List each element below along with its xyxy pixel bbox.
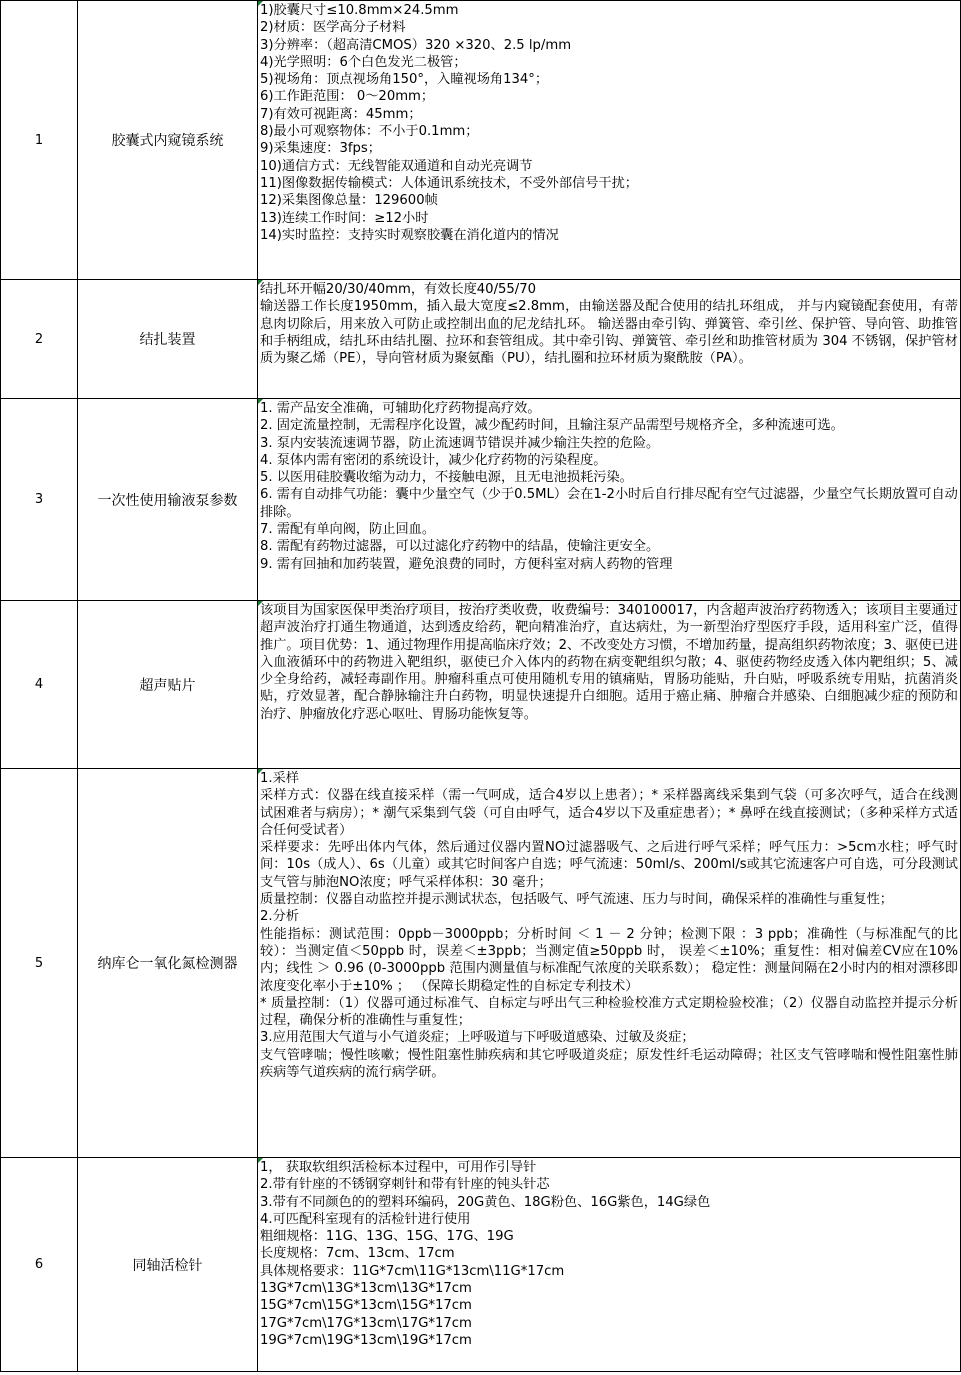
item-spec (258, 601, 961, 769)
comment-marker-icon (258, 1158, 263, 1163)
row-number: 1 (1, 1, 78, 280)
table-row (1, 399, 961, 601)
spec-line: 4.可匹配科室现有的活检针进行使用 (260, 1211, 471, 1227)
comment-marker-icon (258, 769, 263, 774)
row-number: 2 (1, 280, 78, 399)
spec-line: 7)有效可视距离：45mm； (260, 106, 422, 122)
spec-line: 13G*7cm\13G*13cm\13G*17cm (260, 1281, 472, 1297)
spec-line: 8. 需配有药物过滤器，可以过滤化疗药物中的结晶，使输注更安全。 (260, 539, 660, 555)
spec-line: 2. 固定流量控制，无需程序化设置，减少配药时间，且输注泵产品需型号规格齐全，多种流速可选。 (260, 418, 844, 434)
spec-line: 4. 泵体内需有密闭的系统设计，减少化疗药物的污染程度。 (260, 452, 607, 468)
item-name: 胶囊式内窥镜系统 (78, 1, 258, 280)
item-name: 结扎装置 (78, 280, 258, 399)
table-row (1, 601, 961, 769)
comment-marker-icon (258, 280, 263, 285)
spec-line: 1.采样 (260, 771, 299, 786)
table-row (1, 280, 961, 399)
spec-line: 结扎环开幅20/30/40mm，有效长度40/55/70 (260, 282, 537, 297)
spec-line: 具体规格要求：11G*7cm\11G*13cm\11G*17cm (260, 1263, 565, 1279)
spec-line: 4)光学照明：6个白色发光二极管； (260, 54, 467, 70)
spec-line: 采样要求：先呼出体内气体，然后通过仪器内置NO过滤器吸气、之后进行呼气采样；呼气压力：>5cm水柱；呼气时间：10s（成人）、6s（儿童）或其它时间客户自选；呼气流速：50ml/s、200ml/s或其它流速客户可自选，可分段测试支气管与肺泡NO浓度；呼气采样体积：30 毫升； (260, 840, 958, 890)
spec-line: 11)图像数据传输模式：人体通讯系统技术，不受外部信号干扰； (260, 175, 638, 191)
spec-line: 1)胶囊尺寸≤10.8mm×24.5mm (260, 3, 459, 18)
item-name: 同轴活检针 (78, 1158, 258, 1372)
spec-line: 2.分析 (260, 909, 299, 925)
spec-line: 15G*7cm\15G*13cm\15G*17cm (260, 1298, 472, 1314)
spec-line: 长度规格：7cm、13cm、17cm (260, 1246, 455, 1262)
table-row (1, 1158, 961, 1372)
table-row (1, 1, 961, 280)
spec-line: 质量控制：仪器自动监控并提示测试状态，包括吸气、呼气流速、压力与时间，确保采样的准确性与重复性； (260, 892, 893, 908)
spec-line: 14)实时监控：支持实时观察胶囊在消化道内的情况 (260, 227, 559, 243)
item-spec (258, 280, 961, 399)
table-row (1, 769, 961, 1158)
row-number: 4 (1, 601, 78, 769)
spec-line: 1， 获取软组织活检标本过程中，可用作引导针 (260, 1160, 537, 1175)
row-number: 5 (1, 769, 78, 1158)
spec-line: 3.带有不同颜色的的塑料环编码，20G黄色、18G粉色、16G紫色，14G绿色 (260, 1194, 711, 1210)
item-name: 超声贴片 (78, 601, 258, 769)
spec-line: 5. 以医用硅胶囊收缩为动力，不接触电源，且无电池损耗污染。 (260, 470, 633, 486)
spec-line: 性能指标：测试范围：0ppb－3000ppb；分析时间 ＜ 1 － 2 分钟；检测下限 ：3 ppb；准确性（与标准配气的比较）：当测定值＜50ppb 时，误差＜±3ppb；当测定值≥50ppb 时， 误差＜±10%；重复性：相对偏差CV应在10%内；线性 ＞ 0.96 (0-3000ppb 范围内测量值与标准配气浓度的关联系数）； 稳定性：测量间隔在2小时内的相对漂移即浓度变化率小于±10% ； （保障长期稳定性的自标定专利技术） (260, 926, 958, 994)
spec-line: 19G*7cm\19G*13cm\19G*17cm (260, 1332, 472, 1348)
spec-line: 6)工作距范围： 0～20mm； (260, 89, 435, 105)
spec-line: 3.应用范围大气道与小气道炎症；上呼吸道与下呼吸道感染、过敏及炎症； (260, 1030, 695, 1046)
spec-line: 采样方式：仪器在线直接采样（需一气呵成，适合4岁以上患者）；* 采样器离线采集到气袋（可多次呼气，适合在线测试困难者与病房）；* 潮气采集到气袋（可自由呼气，适合4岁以下及重症患者）；* 鼻呼在线直接测试；（多种采样方式适合任何受试者） (260, 788, 958, 838)
item-spec (258, 399, 961, 601)
spec-line: 输送器工作长度1950mm，插入最大宽度≤2.8mm，由输送器及配合使用的结扎环组成， 并与内窥镜配套使用，有蒂息肉切除后，用来放入可防止或控制出血的尼龙结扎环。 输送器由牵引钩、弹簧管、牵引丝、保护管、导向管、助推管和手柄组成，结扎环由结扎圈、拉环和套管组成。其中牵引钩、弹簧管、牵引丝和助推管材质为 304 不锈钢，保护管材质为聚乙烯（PE），导向管材质为聚氨酯（PU），结扎圈和拉环材质为聚酰胺（PA）。 (260, 299, 958, 367)
spec-line: 8)最小可观察物体：不小于0.1mm； (260, 124, 479, 140)
spec-line: 12)采集图像总量：129600帧 (260, 193, 438, 209)
spec-line: 9)采集速度：3fps； (260, 141, 381, 157)
spec-lines (260, 281, 958, 367)
spec-line: 10)通信方式：无线智能双通道和自动光亮调节 (260, 158, 533, 174)
spec-lines (260, 770, 958, 1081)
spec-line: 6. 需有自动排气功能：囊中少量空气（少于0.5ML）会在1-2小时后自行排尽配有空气过滤器，少量空气长期放置可自动排除。 (260, 487, 958, 520)
spec-line: 7. 需配有单向阀，防止回血。 (260, 522, 436, 538)
spec-lines (260, 602, 958, 723)
spec-line: * 质量控制：（1）仪器可通过标准气、自标定与呼出气三种检验校准方式定期检验校准；（2）仪器自动监控并提示分析过程，确保分析的准确性与重复性； (260, 995, 958, 1029)
spec-line: 3. 泵内安装流速调节器，防止流速调节错误并减少输注失控的危险。 (260, 435, 660, 451)
spec-line: 9. 需有回抽和加药装置，避免浪费的同时，方便科室对病人药物的管理 (260, 556, 673, 572)
row-number: 3 (1, 399, 78, 601)
item-spec (258, 769, 961, 1158)
spec-line: 17G*7cm\17G*13cm\17G*17cm (260, 1315, 472, 1331)
comment-marker-icon (258, 601, 263, 606)
spec-line: 2)材质：医学高分子材料 (260, 20, 406, 36)
comment-marker-icon (258, 399, 263, 404)
spec-line: 1. 需产品安全准确，可辅助化疗药物提高疗效。 (260, 401, 541, 416)
item-name: 一次性使用输液泵参数 (78, 399, 258, 601)
comment-marker-icon (258, 1, 263, 6)
spec-line: 粗细规格：11G、13G、15G、17G、19G (260, 1229, 514, 1245)
spec-line: 支气管哮喘；慢性咳嗽；慢性阻塞性肺疾病和其它呼吸道炎症；原发性纤毛运动障碍；社区支气管哮喘和慢性阻塞性肺疾病等气道疾病的流行病学研。 (260, 1047, 958, 1081)
spec-lines (260, 2, 958, 244)
spec-line: 13)连续工作时间：≥12小时 (260, 210, 429, 226)
row-number: 6 (1, 1158, 78, 1372)
spec-line: 3)分辨率：（超高清CMOS）320 ×320、2.5 lp/mm (260, 37, 572, 53)
item-name: 纳库仑一氧化氮检测器 (78, 769, 258, 1158)
item-spec (258, 1158, 961, 1372)
spec-line: 5)视场角：顶点视场角150°，入瞳视场角134°； (260, 72, 549, 88)
spec-line: 2.带有针座的不锈钢穿刺针和带有针座的钝头针芯 (260, 1177, 550, 1193)
item-spec (258, 1, 961, 280)
spec-line: 该项目为国家医保甲类治疗项目，按治疗类收费，收费编号：340100017，内含超声波治疗药物透入；该项目主要通过超声波治疗打通生物通道，达到透皮给药，靶向精准治疗，直达病灶，为一新型治疗型医疗手段，适用科室广泛，值得推广。项目优势：1、通过物理作用提高临床疗效；2、不改变处方习惯，不增加药量，提高组织药物浓度；3、驱使已进入血液循环中的药物进入靶组织，驱使已介入体内的药物在病变靶组织匀散；4、驱使药物经皮透入体内靶组织；5、减少全身给药，减轻毒副作用。肿瘤科重点可使用随机专用的镇痛贴，胃肠功能贴，升白贴，呼吸系统专用贴，抗菌消炎贴，疗效显著，配合静脉输注升白药物，明显快速提升白细胞。适用于癌止痛、肿瘤合并感染、白细胞减少症的预防和治疗、肿瘤放化疗恶心呕吐、胃肠功能恢复等。 (260, 603, 958, 722)
spec-lines (260, 1159, 958, 1349)
spec-lines (260, 400, 958, 600)
